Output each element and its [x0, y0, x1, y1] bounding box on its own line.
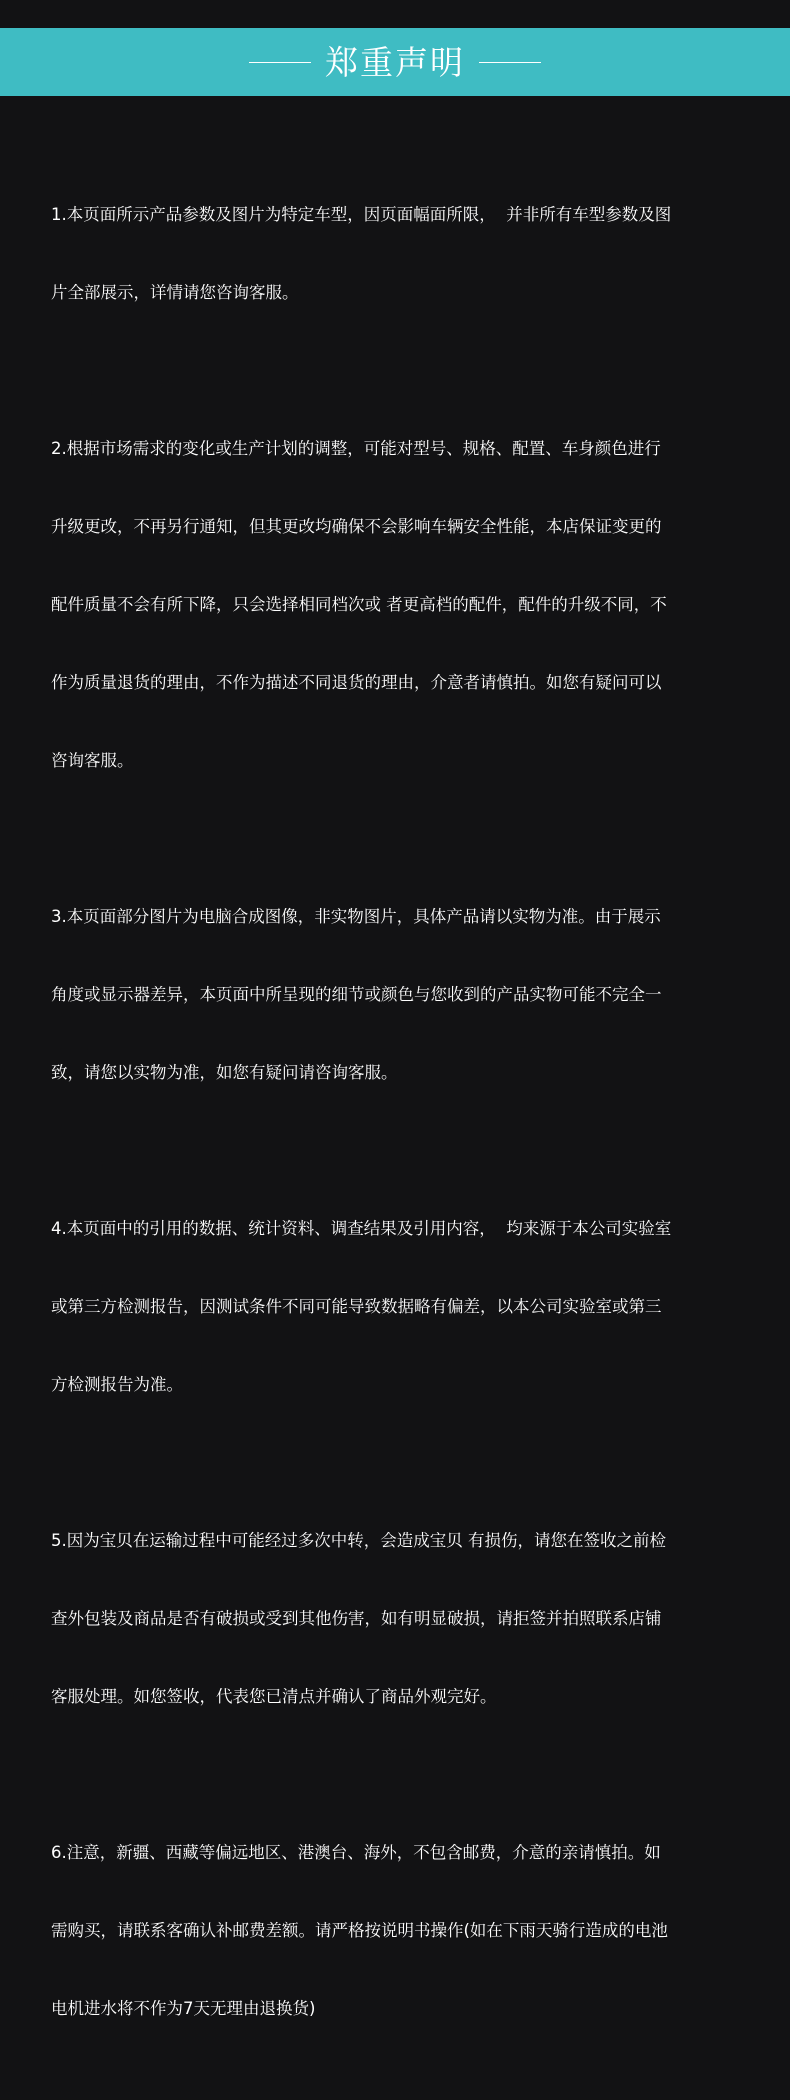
page-title: 郑重声明: [325, 42, 465, 82]
paragraph-line: 电机进水将不作为7天无理由退换货): [51, 1999, 316, 2018]
statement-body: [51, 150, 751, 2100]
statement-paragraph-6: [51, 1788, 751, 2074]
paragraph-line: 2.根据市场需求的变化或生产计划的调整，可能对型号、规格、配置、车身颜色进行: [51, 439, 661, 458]
paragraph-line: 咨询客服。: [51, 751, 134, 770]
paragraph-line: 6.注意，新疆、西藏等偏远地区、港澳台、海外，不包含邮费，介意的亲请慎拍。如: [51, 1843, 661, 1862]
paragraph-line: 致，请您以实物为准，如您有疑问请咨询客服。: [51, 1063, 398, 1082]
title-banner: [0, 28, 790, 96]
paragraph-line: 5.因为宝贝在运输过程中可能经过多次中转，会造成宝贝 有损伤，请您在签收之前检: [51, 1531, 666, 1550]
statement-paragraph-5: [51, 1476, 751, 1762]
paragraph-line: 1.本页面所示产品参数及图片为特定车型，因页面幅面所限， 并非所有车型参数及图: [51, 205, 672, 224]
statement-paragraph-1: [51, 150, 751, 358]
paragraph-line: 升级更改，不再另行通知，但其更改均确保不会影响车辆安全性能，本店保证变更的: [51, 517, 662, 536]
paragraph-line: 方检测报告为准。: [51, 1375, 183, 1394]
statement-paragraph-2: [51, 384, 751, 826]
paragraph-line: 或第三方检测报告，因测试条件不同可能导致数据略有偏差，以本公司实验室或第三: [51, 1297, 662, 1316]
paragraph-line: 需购买，请联系客确认补邮费差额。请严格按说明书操作(如在下雨天骑行造成的电池: [51, 1921, 668, 1940]
paragraph-line: 客服处理。如您签收，代表您已清点并确认了商品外观完好。: [51, 1687, 497, 1706]
statement-paragraph-3: [51, 852, 751, 1138]
paragraph-line: 角度或显示器差异，本页面中所呈现的细节或颜色与您收到的产品实物可能不完全一: [51, 985, 662, 1004]
title-left-rule: [249, 62, 311, 63]
paragraph-line: 3.本页面部分图片为电脑合成图像，非实物图片，具体产品请以实物为准。由于展示: [51, 907, 661, 926]
paragraph-line: 作为质量退货的理由，不作为描述不同退货的理由，介意者请慎拍。如您有疑问可以: [51, 673, 662, 692]
paragraph-line: 片全部展示，详情请您咨询客服。: [51, 283, 299, 302]
paragraph-line: 查外包装及商品是否有破损或受到其他伤害，如有明显破损，请拒签并拍照联系店铺: [51, 1609, 662, 1628]
statement-paragraph-4: [51, 1164, 751, 1450]
title-right-rule: [479, 62, 541, 63]
paragraph-line: 配件质量不会有所下降，只会选择相同档次或 者更高档的配件，配件的升级不同，不: [51, 595, 667, 614]
paragraph-line: 4.本页面中的引用的数据、统计资料、调查结果及引用内容， 均来源于本公司实验室: [51, 1219, 672, 1238]
